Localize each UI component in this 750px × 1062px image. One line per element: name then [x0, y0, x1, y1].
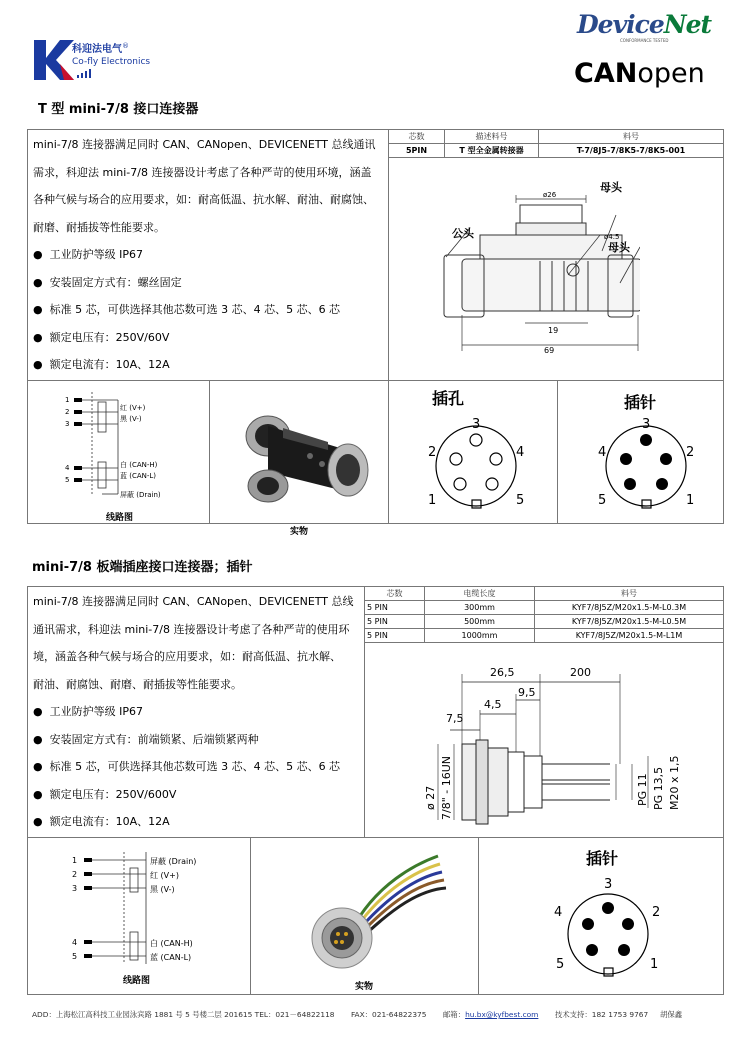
registered-mark: ® — [122, 42, 129, 50]
footer-email-link[interactable]: hu.bx@kyfbest.com — [465, 1010, 539, 1019]
wire-label: 蓝 (CAN-L) — [120, 472, 157, 480]
section1-title: T 型 mini-7/8 接口连接器 — [38, 102, 199, 117]
bullet-item: ● 额定电压有：250V/60V — [33, 330, 170, 344]
desc-line: mini-7/8 连接器满足同时 CAN、CANopen、DEVICENETT 总线通讯 — [33, 138, 376, 151]
label-female-head: 母头 — [600, 181, 622, 194]
bullet-item: ● 安装固定方式有：前端锁紧、后端锁紧两种 — [33, 732, 259, 746]
bullet-item: ● 额定电流有：10A、12A — [33, 815, 170, 828]
section1-description — [33, 131, 387, 379]
bullet-item: ● 额定电流有：10A、12A — [33, 358, 170, 371]
wire-label: 屏蔽 (Drain) — [120, 491, 161, 499]
dim-7-5: 7,5 — [446, 712, 464, 725]
pin-label: 5 — [556, 957, 565, 972]
socket-face-diagram — [418, 386, 538, 516]
desc-line: 耐油、耐腐蚀、耐磨、耐插拔等性能要求。 — [33, 677, 242, 691]
bullet-item: ● 工业防护等级 IP67 — [33, 248, 143, 261]
pin-label: 2 — [428, 445, 437, 460]
dim-26-5: 26,5 — [490, 666, 515, 679]
wire-label: 白 (CAN-H) — [120, 461, 158, 469]
wiring-diagram-2 — [66, 852, 236, 970]
wiring-diagram-1 — [62, 392, 182, 504]
socket-title: 插孔 — [432, 389, 465, 408]
pin-label: 2 — [652, 905, 661, 920]
pin-number: 4 — [65, 464, 70, 472]
dim-4-5: 4,5 — [484, 698, 502, 711]
table-row: 5 PIN 300mm KYF7/8J5Z/M20x1.5-M-L0.3M — [365, 601, 724, 615]
section1-spec-table — [388, 129, 724, 158]
photo-caption: 实物 — [355, 982, 374, 992]
wire-label: 屏蔽 (Drain) — [150, 857, 197, 866]
dim-d45: ø4.5 — [604, 233, 620, 241]
bullet-item: ● 额定电压有：250V/600V — [33, 787, 177, 801]
pin-label: 3 — [642, 417, 651, 432]
pin-number: 5 — [65, 476, 70, 484]
pin-face-diagram — [588, 386, 708, 516]
bullet-item: ● 标准 5 芯，可供选择其他芯数可选 3 芯、4 芯、5 芯、6 芯 — [33, 303, 341, 316]
footer-address: ADD：上海松江高科技工业园泳宾路 1881 号 5 号楼二层 201615 TEL：021－64822118 — [32, 1010, 335, 1019]
pin-label: 1 — [650, 957, 659, 972]
wire-label: 黑 (V-) — [150, 885, 175, 894]
pin-label: 4 — [516, 445, 525, 460]
pin-number: 5 — [72, 952, 78, 961]
table-row: 5PIN T 型全金属转接器 T-7/8J5-7/8K5-7/8K5-001 — [389, 144, 724, 158]
wire-label: 红 (V+) — [150, 871, 179, 880]
panel-socket-drawing — [420, 660, 690, 830]
section2-spec-table — [364, 586, 724, 643]
wire-label: 红 (V+) — [120, 404, 146, 412]
devicenet-logo: DeviceNet — [577, 10, 712, 39]
pin-label: 4 — [598, 445, 607, 460]
pin-label: 3 — [472, 417, 481, 432]
pin-number: 3 — [65, 420, 70, 428]
table-row: 5 PIN 1000mm KYF7/8J5Z/M20x1.5-M-L1M — [365, 629, 724, 643]
pin-number: 2 — [65, 408, 70, 416]
dim-thread: 7/8" - 16UN — [440, 755, 453, 820]
pin-title: 插针 — [586, 849, 619, 868]
table-header: 描述料号 — [445, 130, 539, 144]
photo-caption: 实物 — [290, 527, 309, 537]
pin-number: 3 — [72, 884, 78, 893]
table-header: 芯数 — [365, 587, 425, 601]
footer-fax: FAX：021-64822375 — [350, 1010, 427, 1019]
section2-title: mini-7/8 板端插座接口连接器；插针 — [32, 560, 253, 575]
pin-number: 1 — [65, 396, 70, 404]
table-header: 料号 — [535, 587, 724, 601]
footer-support: 技术支持：182 1753 9767 — [554, 1010, 649, 1019]
wiring-caption: 线路图 — [123, 976, 151, 986]
label-male-head: 公头 — [452, 227, 474, 240]
section2-description — [33, 588, 363, 836]
company-logo-text — [72, 40, 150, 82]
wire-label: 黑 (V-) — [120, 415, 142, 423]
pin-number: 1 — [72, 856, 78, 865]
footer-person: 胡保鑫 — [659, 1010, 683, 1019]
dim-d27: ø 27 — [424, 785, 437, 810]
dim-200: 200 — [570, 666, 591, 679]
wiring-caption: 线路图 — [106, 513, 134, 523]
dim-pg11: PG 11 — [636, 773, 649, 806]
table-header: 芯数 — [389, 130, 445, 144]
wire-label: 白 (CAN-H) — [150, 939, 193, 948]
signal-bars-icon — [76, 68, 98, 78]
t-connector-drawing — [440, 175, 640, 360]
wire-label: 蓝 (CAN-L) — [150, 953, 192, 962]
footer-mail-label: 邮箱： — [442, 1010, 466, 1019]
bullet-item: ● 工业防护等级 IP67 — [33, 705, 143, 718]
pin-label: 1 — [686, 493, 695, 508]
desc-line: 需求，科迎法 mini-7/8 连接器设计考虑了各种严苛的使用环境，涵盖 — [33, 165, 372, 179]
desc-line: 各种气候与场合的应用要求，如：耐高低温、抗水解、耐油、耐腐蚀、 — [33, 193, 374, 206]
pin-label: 1 — [428, 493, 437, 508]
desc-line: 通讯需求，科迎法 mini-7/8 连接器设计考虑了各种严苛的使用环 — [33, 622, 350, 636]
pin-face-diagram-2 — [548, 844, 678, 984]
table-row: 5 PIN 500mm KYF7/8J5Z/M20x1.5-M-L0.5M — [365, 615, 724, 629]
pin-label: 2 — [686, 445, 695, 460]
company-name-en: Co-fly Electronics — [72, 57, 151, 67]
panel-socket-photo — [300, 846, 450, 978]
table-header: 料号 — [539, 130, 724, 144]
dim-9-5: 9,5 — [518, 686, 536, 699]
bullet-item: ● 安装固定方式有：螺丝固定 — [33, 275, 182, 289]
dim-d26: ø26 — [543, 191, 557, 199]
pin-title: 插针 — [624, 393, 657, 412]
desc-line: 境，涵盖各种气候与场合的应用要求，如：耐高低温、抗水解、 — [33, 650, 341, 663]
pin-number: 2 — [72, 870, 78, 879]
canopen-logo: CANopen — [574, 58, 705, 89]
devicenet-subtitle: CONFORMANCE TESTED — [620, 38, 669, 43]
pin-number: 4 — [72, 938, 78, 947]
pin-label: 4 — [554, 905, 563, 920]
pin-label: 5 — [516, 493, 525, 508]
label-female-head-2: 母头 — [608, 241, 630, 254]
desc-line: mini-7/8 连接器满足同时 CAN、CANopen、DEVICENETT 总线 — [33, 595, 354, 608]
pin-label: 5 — [598, 493, 607, 508]
footer — [32, 1009, 682, 1020]
dim-69: 69 — [544, 346, 555, 355]
dim-pg13-5: PG 13,5 — [652, 766, 665, 810]
table-header: 电缆长度 — [425, 587, 535, 601]
pin-label: 3 — [604, 877, 613, 892]
company-name-cn: 科迎法电气 — [72, 44, 122, 55]
t-connector-photo — [228, 398, 378, 510]
bullet-item: ● 标准 5 芯，可供选择其他芯数可选 3 芯、4 芯、5 芯、6 芯 — [33, 760, 341, 773]
dim-19: 19 — [548, 326, 559, 335]
desc-line: 耐磨、耐插拔等性能要求。 — [33, 220, 165, 234]
dim-m20: M20 x 1,5 — [668, 755, 681, 810]
